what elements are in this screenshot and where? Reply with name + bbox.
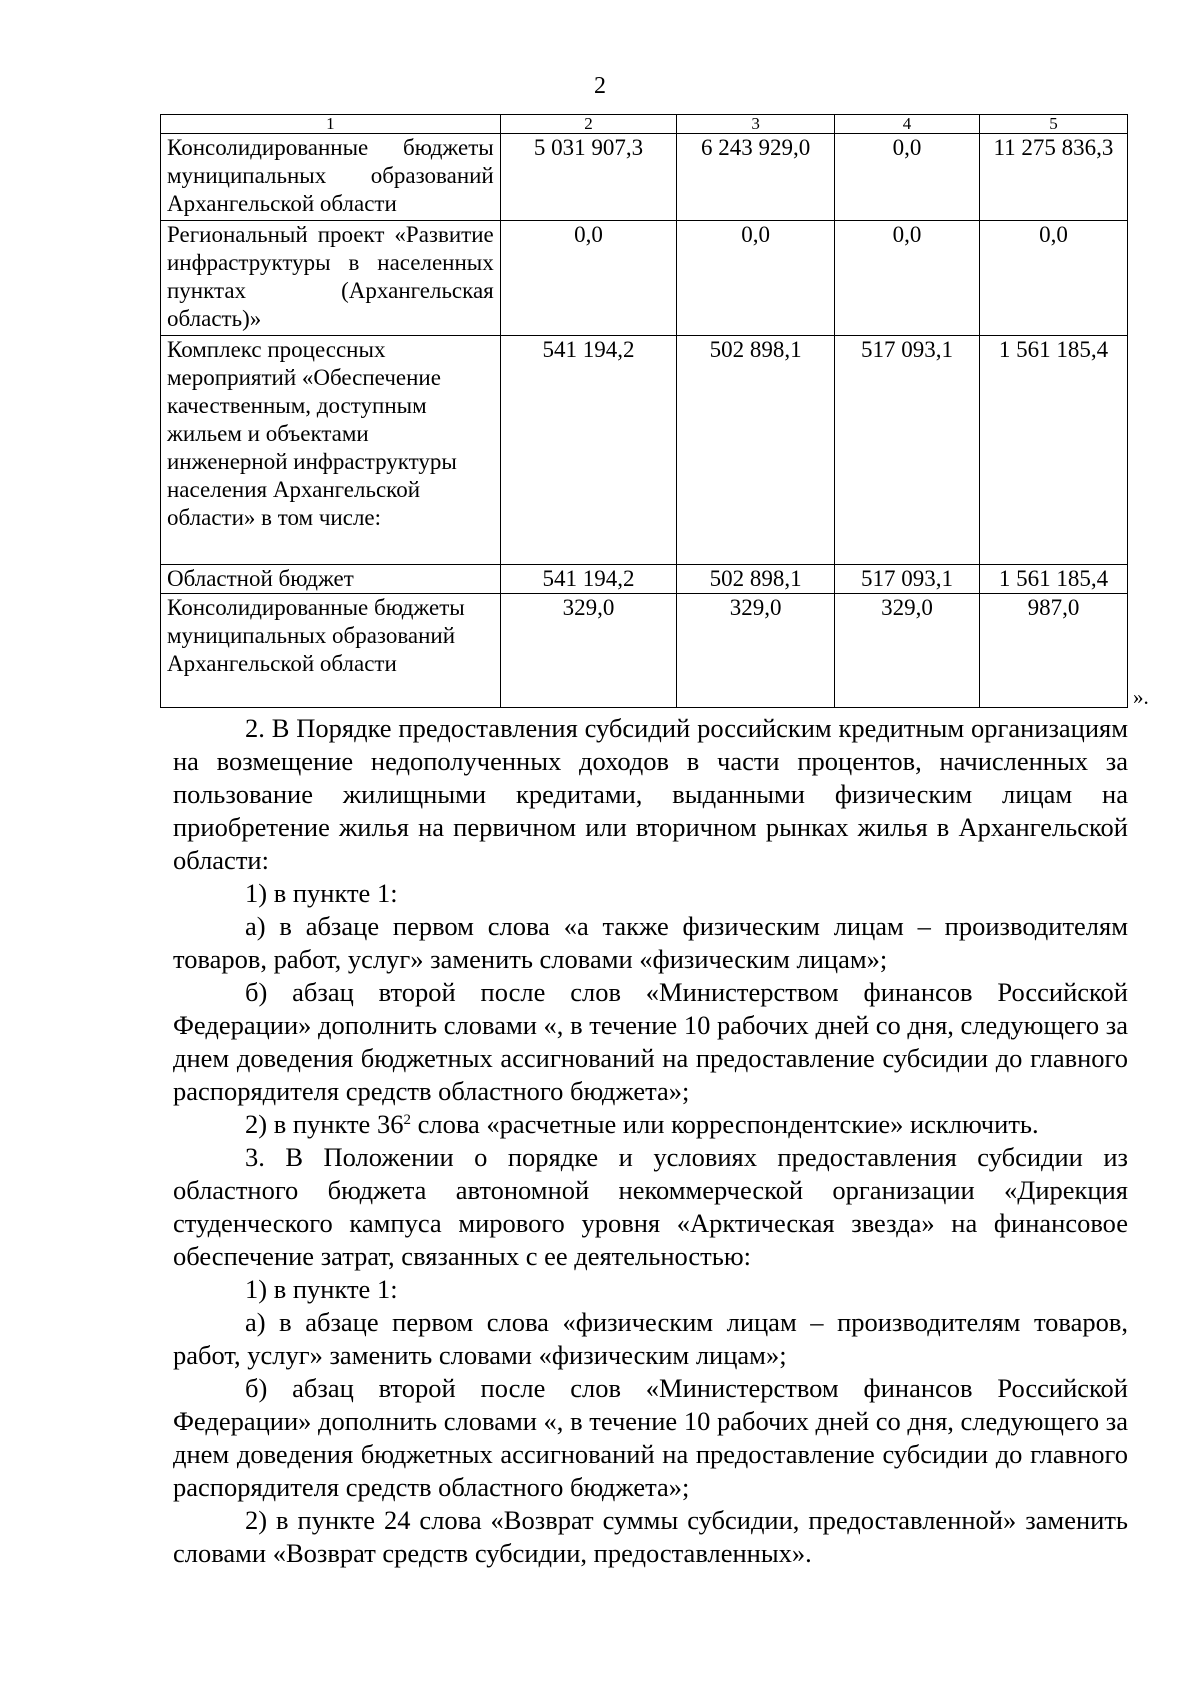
- paragraph-text: 2) в пункте 36: [245, 1109, 404, 1139]
- superscript: 2: [403, 1112, 411, 1128]
- row-value-2: 5 031 907,3: [500, 134, 676, 221]
- header-col-3: 3: [677, 115, 835, 134]
- row-value-4: 0,0: [835, 221, 980, 336]
- row-label: Комплекс процессных мероприятий «Обеспечение качественным, доступным жильем и объектами инженерной инфраструктуры населения Архангельской области» в том числе:: [161, 336, 501, 565]
- header-col-5: 5: [979, 115, 1127, 134]
- paragraph-subitem: 1) в пункте 1:: [245, 1274, 398, 1304]
- paragraph-subitem: 2) в пункте 24 слова «Возврат суммы субсидии, предоставленной» заменить словами «Возврат средств субсидии, предоставленных».: [173, 1505, 1128, 1568]
- row-value-2: 541 194,2: [500, 336, 676, 565]
- table-row: [161, 336, 1128, 565]
- row-value-2: 541 194,2: [500, 565, 676, 594]
- paragraph-subitem: [173, 1108, 1128, 1141]
- row-value-5: 1 561 185,4: [979, 336, 1127, 565]
- row-value-4: 0,0: [835, 134, 980, 221]
- row-value-2: 329,0: [500, 594, 676, 708]
- row-label: Консолидированные бюджеты муниципальных образований Архангельской области: [161, 134, 501, 221]
- header-col-1: 1: [161, 115, 501, 134]
- document-body: [173, 712, 1128, 1570]
- row-value-5: 11 275 836,3: [979, 134, 1127, 221]
- table-closing-mark: ».: [1133, 685, 1149, 709]
- row-value-4: 517 093,1: [835, 336, 980, 565]
- paragraph-subitem: а) в абзаце первом слова «физическим лицам – производителям товаров, работ, услуг» заменить словами «физическим лицам»;: [173, 1307, 1128, 1370]
- table-row: [161, 594, 1128, 708]
- table-header-row: [161, 115, 1128, 134]
- paragraph-subitem: б) абзац второй после слов «Министерством финансов Российской Федерации» дополнить словами «, в течение 10 рабочих дней со дня, следующего за днем доведения бюджетных ассигнований на предоставление субсидии до главного распорядителя средств областного бюджета»;: [173, 977, 1128, 1106]
- row-value-4: 517 093,1: [835, 565, 980, 594]
- table-row: [161, 565, 1128, 594]
- paragraph-subitem: 1) в пункте 1:: [245, 878, 398, 908]
- row-label: Областной бюджет: [161, 565, 501, 594]
- header-col-2: 2: [500, 115, 676, 134]
- budget-table: [160, 114, 1128, 708]
- paragraph-text: слова «расчетные или корреспондентские» исключить.: [410, 1109, 1039, 1139]
- page-number: 2: [594, 73, 606, 99]
- paragraph-item-2: 2. В Порядке предоставления субсидий российским кредитным организациям на возмещение недополученных доходов в части процентов, начисленных за пользование жилищными кредитами, выданными физическим лицам на приобретение жилья на первичном или вторичном рынках жилья в Архангельской области:: [173, 713, 1128, 875]
- row-value-3: 329,0: [677, 594, 835, 708]
- row-value-3: 0,0: [677, 221, 835, 336]
- row-value-3: 502 898,1: [677, 336, 835, 565]
- paragraph-item-3: 3. В Положении о порядке и условиях предоставления субсидии из областного бюджета автономной некоммерческой организации «Дирекция студенческого кампуса мирового уровня «Арктическая звезда» на финансовое обеспечение затрат, связанных с ее деятельностью:: [173, 1142, 1128, 1271]
- row-value-2: 0,0: [500, 221, 676, 336]
- row-label: Консолидированные бюджеты муниципальных образований Архангельской области: [161, 594, 501, 708]
- header-col-4: 4: [835, 115, 980, 134]
- row-value-5: 1 561 185,4: [979, 565, 1127, 594]
- table-row: [161, 221, 1128, 336]
- row-label: Региональный проект «Развитие инфраструктуры в населенных пунктах (Архангельская область)»: [161, 221, 501, 336]
- paragraph-subitem: б) абзац второй после слов «Министерством финансов Российской Федерации» дополнить словами «, в течение 10 рабочих дней со дня, следующего за днем доведения бюджетных ассигнований на предоставление субсидии до главного распорядителя средств областного бюджета»;: [173, 1373, 1128, 1502]
- row-value-5: 987,0: [979, 594, 1127, 708]
- paragraph-subitem: а) в абзаце первом слова «а также физическим лицам – производителям товаров, работ, услуг» заменить словами «физическим лицам»;: [173, 911, 1128, 974]
- row-value-5: 0,0: [979, 221, 1127, 336]
- row-value-4: 329,0: [835, 594, 980, 708]
- row-value-3: 502 898,1: [677, 565, 835, 594]
- table-row: [161, 134, 1128, 221]
- row-value-3: 6 243 929,0: [677, 134, 835, 221]
